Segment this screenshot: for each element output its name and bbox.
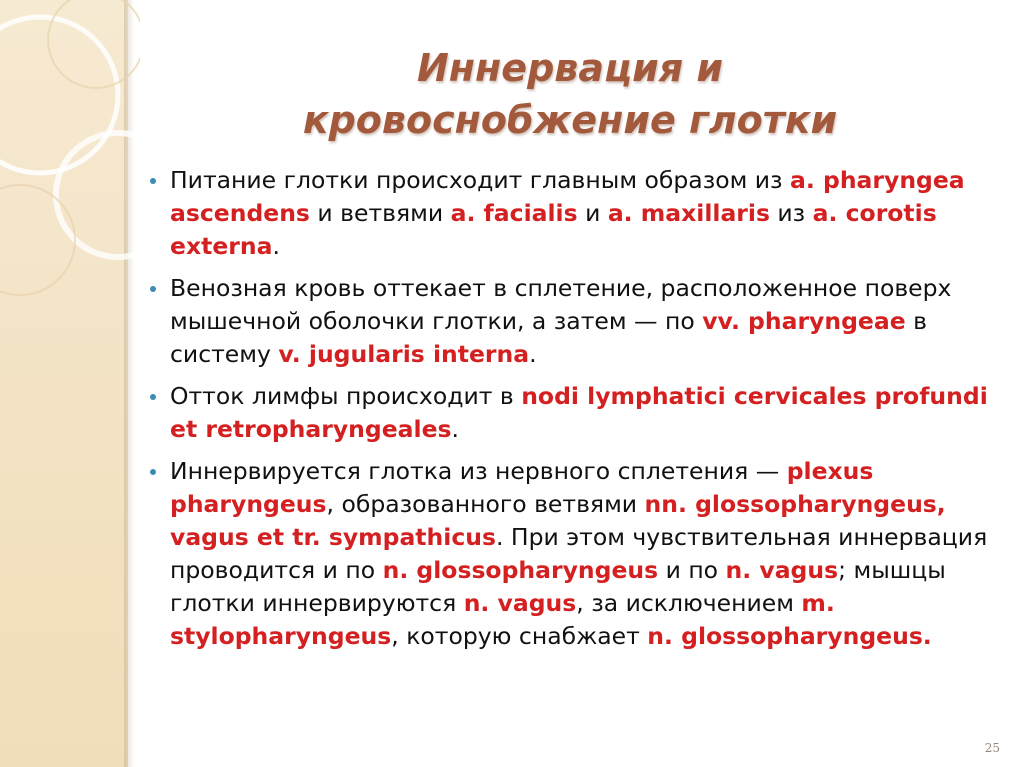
latin-term: nn. glossopharyngeus, vagus et tr. sympathicus (170, 490, 946, 551)
slide-title-line2: кровоснобжение глотки (302, 98, 838, 142)
latin-term: plexus pharyngeus (170, 457, 874, 518)
latin-term: nodi lymphatici cervicales profundi et retropharyngeales (170, 382, 988, 443)
text-run: и ветвями (309, 199, 451, 227)
bullet-text-4 (170, 457, 987, 650)
latin-term: vv. pharyngeae (702, 307, 906, 335)
bullet-item-1 (150, 164, 990, 263)
bullet-list (150, 164, 990, 662)
decorative-rings (0, 0, 140, 300)
bullet-item-4 (150, 455, 990, 653)
bullet-item-3 (150, 380, 990, 446)
text-run: Венозная кровь оттекает в сплетение, расположенное поверх мышечной оболочки глотки, а затем — по (170, 274, 952, 335)
text-run: , которую снабжает (391, 622, 648, 650)
bullet-text-3 (170, 382, 988, 443)
bullet-item-2 (150, 272, 990, 371)
bullet-dot-icon (150, 178, 156, 184)
text-run: из (769, 199, 813, 227)
text-run: . При этом чувствительная иннервация проводится и по (170, 523, 988, 584)
text-run: Отток лимфы происходит в (170, 382, 522, 410)
latin-term: m. stylopharyngeus (170, 589, 835, 650)
latin-term: a. pharyngea ascendens (170, 166, 965, 227)
latin-term: a. facialis (450, 199, 578, 227)
latin-term: n. vagus (725, 556, 839, 584)
latin-term: a. corotis externa (170, 199, 937, 260)
text-run: в систему (170, 307, 927, 368)
text-run: , за исключением (576, 589, 802, 617)
text-run: Питание глотки происходит главным образом из (170, 166, 791, 194)
bullet-dot-icon (150, 286, 156, 292)
text-run: ; мышцы глотки иннервируются (170, 556, 946, 617)
text-run: . (272, 232, 280, 260)
text-run: и (577, 199, 608, 227)
text-run: . (451, 415, 459, 443)
latin-term: n. vagus (463, 589, 577, 617)
text-run: . (529, 340, 537, 368)
slide-title-line1: Иннервация и (416, 46, 724, 90)
latin-term: n. glossopharyngeus. (647, 622, 932, 650)
slide-title (220, 42, 920, 146)
bullet-text-2 (170, 274, 951, 368)
page-number: 25 (984, 741, 1000, 755)
bullet-dot-icon (150, 469, 156, 475)
latin-term: v. jugularis interna (278, 340, 530, 368)
text-run: Иннервируется глотка из нервного сплетения — (170, 457, 787, 485)
latin-term: n. glossopharyngeus (382, 556, 659, 584)
bullet-dot-icon (150, 394, 156, 400)
bullet-text-1 (170, 166, 965, 260)
latin-term: a. maxillaris (607, 199, 770, 227)
text-run: и по (658, 556, 726, 584)
text-run: , образованного ветвями (326, 490, 645, 518)
